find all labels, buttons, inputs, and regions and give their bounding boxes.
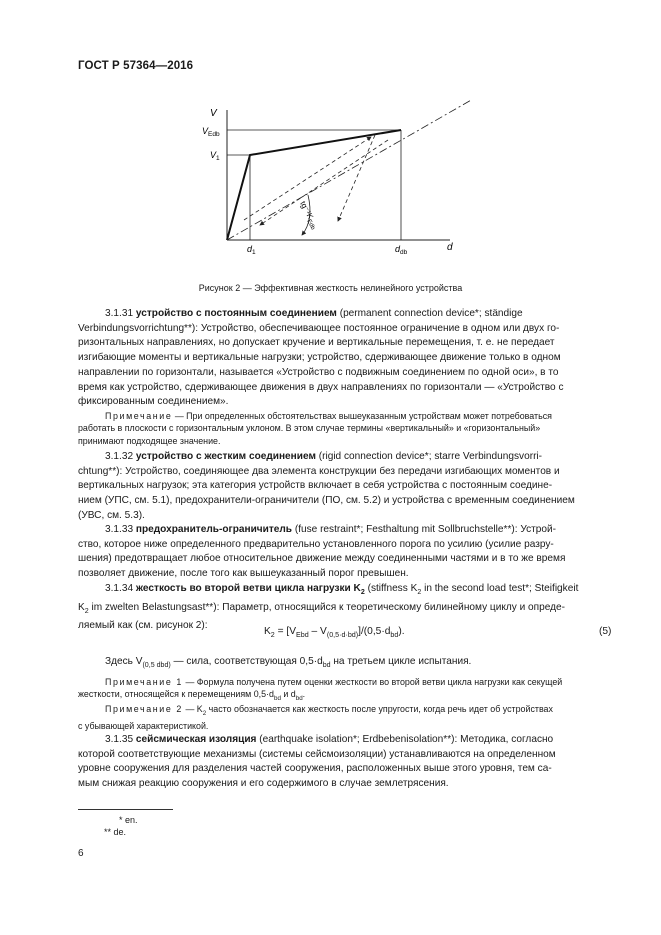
formula-explanation: Здесь $V_{(0,5 dbd)}$ — сила, соответствующая $0,5\cdot d_{bd}$ на третьем цикле испытания. [105,656,472,670]
unloading-arrow [338,135,375,221]
axis-y-label: V [210,108,217,119]
label-ddb: $d_{db}$ [395,244,408,256]
definition-3-1-34: 3.1.34 жесткость во второй ветви цикла нагрузки $K_2$ (stiffness $K_2$ in the second load test*; Steifigkeit $K_2$ im zwelten Belastungsast**): Параметр, относящийся к теоретическому билинейному циклу и опреде- ляемый как (см. рисунок 2): [78,583,579,632]
document-header: ГОСТ Р 57364—2016 [78,60,194,72]
secant-line [227,100,480,240]
page-number: 6 [78,848,84,859]
slope-label: $tg^{-1}K_{Edb}$ [298,199,316,232]
figure-2-diagram [190,100,480,260]
footnote-separator [78,809,173,810]
definition-3-1-33: 3.1.33 предохранитель-ограничитель (fuse restraint*; Festhaltung mit Sollbruchstelle**): Устрой- ство, которое ниже определенного предварительно установленного порога по усилию (усилие разру- шения) предотвращает любое относительное движение между соединенными частями и в то же время позволяет движение, после того как вышеуказанный порог превышен. [78,524,566,580]
figure-caption: Рисунок 2 — Эффективная жесткость нелинейного устройства [198,283,463,293]
label-v1: $V_1$ [210,150,220,162]
formula-number: (5) [599,626,612,637]
note-3-1-31: Примечание — При определенных обстоятельствах вышеуказанным устройствам может потребоваться работать в плоскости с горизонтальным уклоном. В этом случае термины «вертикальный» и «горизонтальный» принимают подходящее значение. [78,411,552,446]
note-1: Примечание 1 — Формула получена путем оценки жесткости во второй ветви цикла нагрузки как секущей жесткости, относящейся к перемещениям $0,5\cdot d_{bd}$ и $d_{bd}$. [78,677,563,703]
footnote-de: ** de. [104,827,127,837]
axis-x-label: d [447,242,453,253]
definition-3-1-35: 3.1.35 сейсмическая изоляция (earthquake isolation*; Erdbebenisolation**): Методика, согласно которой соответствующие механизмы (системы сейсмоизоляции) устанавливаются на определенном уровне сооружения для разделения частей сооружения, расположенных выше этого уровня, тем са- мым снижая реакцию сооружения и его содержимого в случае землетрясения. [78,734,556,790]
definition-3-1-31: 3.1.31 устройство с постоянным соединением (permanent connection device*; ständige Verbindungsvorrichtung**): Устройство, обеспечивающее постоянное ограничение в одном или двух го- ризонтальных направлениях, но допускает кручение и вертикальные перемещения, т. е. не передает изгибающие моменты и вертикальные нагрузки; устройство, сдерживающее движение только в одном направлении по горизонтали, называется «Устройство с подвижным соединением по одной оси», в то время как устройство, сдерживающее движения в двух направлениях по горизонтали — «Устройство с фиксированным соединением». [78,308,564,408]
definition-3-1-32: 3.1.32 устройство с жестким соединением (rigid connection device*; starre Verbindungsvorri- chtung**): Устройство, соединяющее два элемента конструкции без передачи изгибающих моментов и вертикальных нагрузок; эта категория устройств включает в себя устройства с постоянным соедине- нием (УПС, см. 5.1), предохранители-ограничители (ПО, см. 5.2) и устройства с временным соединением (УВС, см. 5.3). [78,451,575,521]
note-2: Примечание 2 — $K_2$ часто обозначается как жесткость после упругости, когда речь идет об устройствах с убывающей характеристикой. [78,704,553,732]
footnote-en: * en. [119,815,138,825]
label-vedb: $V_{Edb}$ [202,126,220,138]
return-arrow [260,140,388,225]
formula-5: $K_2 = [V_{Ebd} - V_{(0,5\cdot d\cdot bd)}]/(0,5\cdot d_{bd})$. [264,626,405,640]
label-d1: $d_1$ [247,244,256,256]
term: устройство с постоянным соединением [135,308,337,319]
